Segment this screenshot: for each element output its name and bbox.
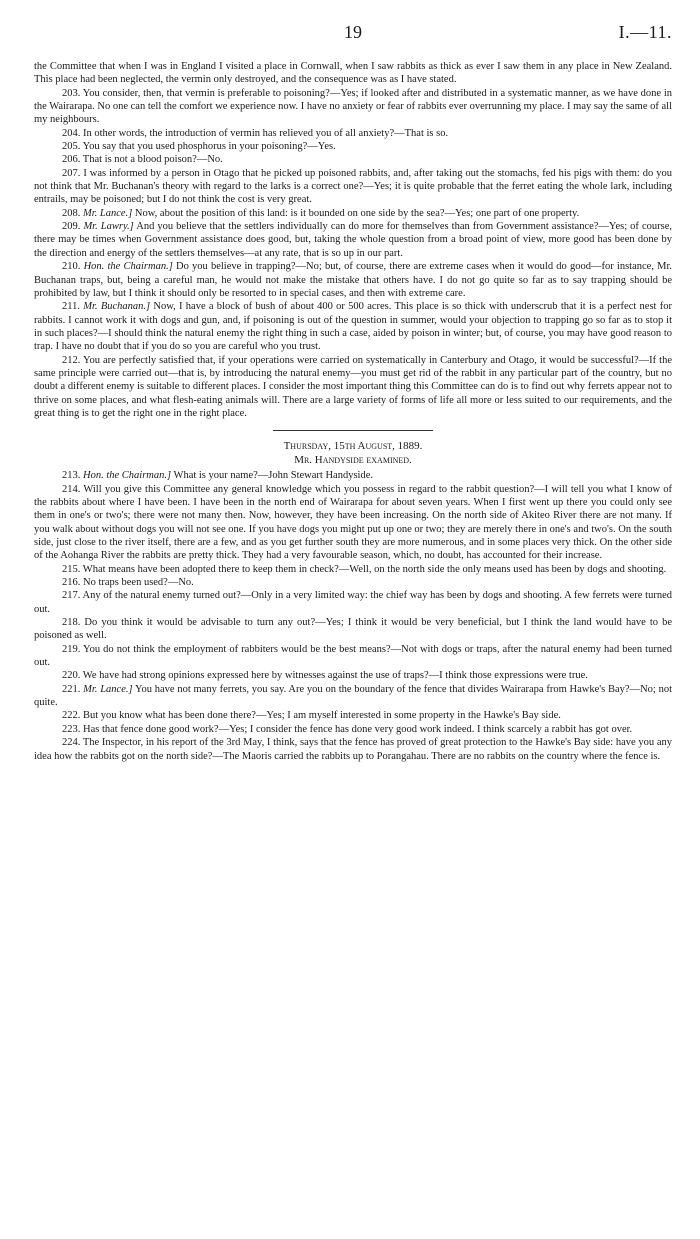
evidence-paragraph — [34, 563, 672, 576]
section-witness: Mr. Handyside examined. — [294, 454, 412, 467]
paragraph-text: Now, about the position of this land: is it bounded on one side by the sea?—Yes; one part of one property. — [132, 207, 580, 219]
question-number: 221. — [62, 683, 84, 695]
question-number: 210. — [62, 261, 84, 273]
paragraph-text: 217. Any of the natural enemy turned out?—Only in a very limited way: the chief way has been by dogs and shooting. A few ferrets were turned out. — [34, 590, 672, 615]
evidence-text-after — [34, 469, 672, 763]
document-reference: I.—11. — [618, 22, 672, 42]
evidence-paragraph — [34, 723, 672, 736]
evidence-paragraph — [34, 140, 672, 153]
evidence-paragraph — [34, 220, 672, 260]
paragraph-text: the Committee that when I was in England I visited a place in Cornwall, when I saw rabbits as thick as ever I saw them in any place in New Zealand. This place had been neglected, the vermin only destroyed, and the consequence was as I have stated. — [34, 61, 672, 86]
paragraph-text: 218. Do you think it would be advisable to turn any out?—Yes; I think it would be very beneficial, but I think the land would have to be poisoned as well. — [34, 617, 672, 642]
evidence-paragraph — [34, 60, 672, 87]
paragraph-text: 220. We have had strong opinions expressed here by witnesses against the use of traps?—I think those expressions were true. — [62, 670, 588, 682]
paragraph-text: You have not many ferrets, you say. Are you on the boundary of the fence that divides Wairarapa from Hawke's Bay?—No; not quite. — [34, 683, 672, 709]
question-number: 208. — [62, 207, 83, 219]
evidence-text-before — [34, 60, 672, 420]
evidence-paragraph — [34, 616, 672, 643]
paragraph-text: 205. You say that you used phosphorus in your poisoning?—Yes. — [62, 141, 336, 153]
paragraph-text: 216. No traps been used?—No. — [62, 577, 194, 589]
evidence-paragraph — [34, 589, 672, 616]
page-number: 19 — [344, 22, 362, 42]
question-number: 213. — [62, 470, 83, 482]
speaker-name: Hon. the Chairman.] — [83, 470, 172, 482]
paragraph-text: 204. In other words, the introduction of vermin has relieved you of all anxiety?—That is so. — [62, 127, 449, 139]
paragraph-text: 214. Will you give this Committee any general knowledge which you possess in regard to the rabbit question?—I will tell you what I know of the rabbits about where I have been. I have been in the north end of Wairarapa for about seven years. When I first went up there you could only see them in one's or two's; there were not many then. Now, however, they have been increasing. On the north side of Akiteo River there are not many. If you walk about without dogs you will not see one. If you have dogs you might put up one or two; they are merely there in one's and two's. On the south side, just close to the river itself, there are a few, and as you get further south they are more numerous, and in some places very thick. On the other side of the Aohanga River the rabbits are pretty thick. They had a very favourable season, which, no doubt, has accounted for their increase. — [34, 483, 672, 562]
section-divider — [273, 430, 433, 431]
question-number: 209. — [62, 221, 84, 233]
paragraph-text: 215. What means have been adopted there to keep them in check?—Well, on the north side the only means used has been by dogs and shooting. — [62, 563, 667, 575]
section-date: Thursday, 15th August, 1889. — [283, 440, 423, 453]
evidence-paragraph — [34, 483, 672, 563]
evidence-paragraph — [34, 300, 672, 353]
speaker-name: Mr. Lance.] — [83, 207, 133, 219]
speaker-name: Mr. Lawry.] — [83, 221, 134, 233]
speaker-name: Hon. the Chairman.] — [83, 261, 173, 273]
evidence-paragraph — [34, 207, 672, 220]
speaker-name: Mr. Buchanan.] — [83, 301, 151, 313]
evidence-paragraph — [34, 153, 672, 166]
paragraph-text: 219. You do not think the employment of rabbiters would be the best means?—Not with dogs or traps, after the natural enemy had been turned out. — [34, 643, 672, 669]
evidence-paragraph — [34, 576, 672, 589]
paragraph-text: Now, I have a block of bush of about 400 or 500 acres. This place is so thick with underscrub that it is a perfect nest for rabbits. I cannot work it with dogs and gun, and, if poisoning is out of the question in summer, would your objection to trapping go so far as to stop it in such places?—I should think the natural enemy the right thing in such a case, aided by poison in winter; but, of course, you may have good reason to trap. I have no doubt that if you do so you are careful who you trust. — [34, 301, 672, 353]
evidence-paragraph — [34, 354, 672, 421]
evidence-paragraph — [34, 643, 672, 670]
paragraph-text: 224. The Inspector, in his report of the 3rd May, I think, says that the fence has proved of great protection to the Hawke's Bay side: have you any idea how the rabbits got on the north side?—The Maoris carried the rabbits up to Porangahau. There are no rabbits on the country where the fence is. — [34, 737, 672, 762]
paragraph-text: 203. You consider, then, that vermin is preferable to poisoning?—Yes; if looked after and distributed in a systematic manner, as we have done in the Wairarapa. No one can tell the comfort we experience now. I have no anxiety or fear of rabbits ever overrunning my place. I may say the same of all my neighbours. — [34, 87, 672, 126]
page-header — [34, 0, 672, 60]
speaker-name: Mr. Lance.] — [83, 683, 133, 695]
paragraph-text: What is your name?—John Stewart Handyside. — [171, 470, 373, 482]
evidence-paragraph — [34, 167, 672, 207]
paragraph-text: 212. You are perfectly satisfied that, if your operations were carried on systematically in Canterbury and Otago, it would be successful?—If the same principle were carried out—that is, by introducing the natural enemy—you must get rid of the rabbit in any particular part of the country, but no doubt a different enemy is suitable to different places. I consider the most important thing this Committee can do is to find out why ferrets appear not to thrive on some places, and what flesh-eating animals will. There are a large variety of forms of life all more or less suited to our requirements, and the great thing is to get the right one in the right place. — [34, 354, 672, 419]
question-number: 211. — [62, 301, 84, 313]
paragraph-text: And you believe that the settlers individually can do more for themselves than from Government assistance?—Yes; of course, there may be times when Government assistance does good, but, taking the whole question from a broad point of view, more good has been done by the direction and energy of the settlers themselves—at any rate, that is so up in our part. — [34, 221, 673, 259]
paragraph-text: 206. That is not a blood poison?—No. — [62, 154, 223, 166]
evidence-paragraph — [34, 736, 672, 763]
evidence-paragraph — [34, 683, 672, 710]
evidence-paragraph — [34, 87, 672, 127]
paragraph-text: 222. But you know what has been done there?—Yes; I am myself interested in some property in the Hawke's Bay side. — [62, 710, 561, 722]
paragraph-text: 207. I was informed by a person in Otago that he picked up poisoned rabbits, and, after taking out the stomachs, fed his pigs with them: do you not think that Mr. Buchanan's theory with regard to the larks is a correct one?—Yes; it is quite probable that the ferret eating the whole lark, including entrails, may be poisoned; but I do not think the cost is very great. — [34, 167, 672, 206]
evidence-paragraph — [34, 127, 672, 140]
evidence-paragraph — [34, 469, 672, 482]
paragraph-text: 223. Has that fence done good work?—Yes; I consider the fence has done very good work indeed. I think scarcely a rabbit has got over. — [62, 723, 633, 735]
evidence-paragraph — [34, 260, 672, 300]
paragraph-text: Do you believe in trapping?—No; but, of course, there are extreme cases when it would do good—for instance, Mr. Buchanan traps, but, being a careful man, he would not make the mistake that others have. I do not go quite so far as to say trapping should be prohibited by law, but I think it should only be resorted to in special cases, and then with extreme care. — [34, 261, 673, 299]
evidence-paragraph — [34, 709, 672, 722]
evidence-paragraph — [34, 669, 672, 682]
